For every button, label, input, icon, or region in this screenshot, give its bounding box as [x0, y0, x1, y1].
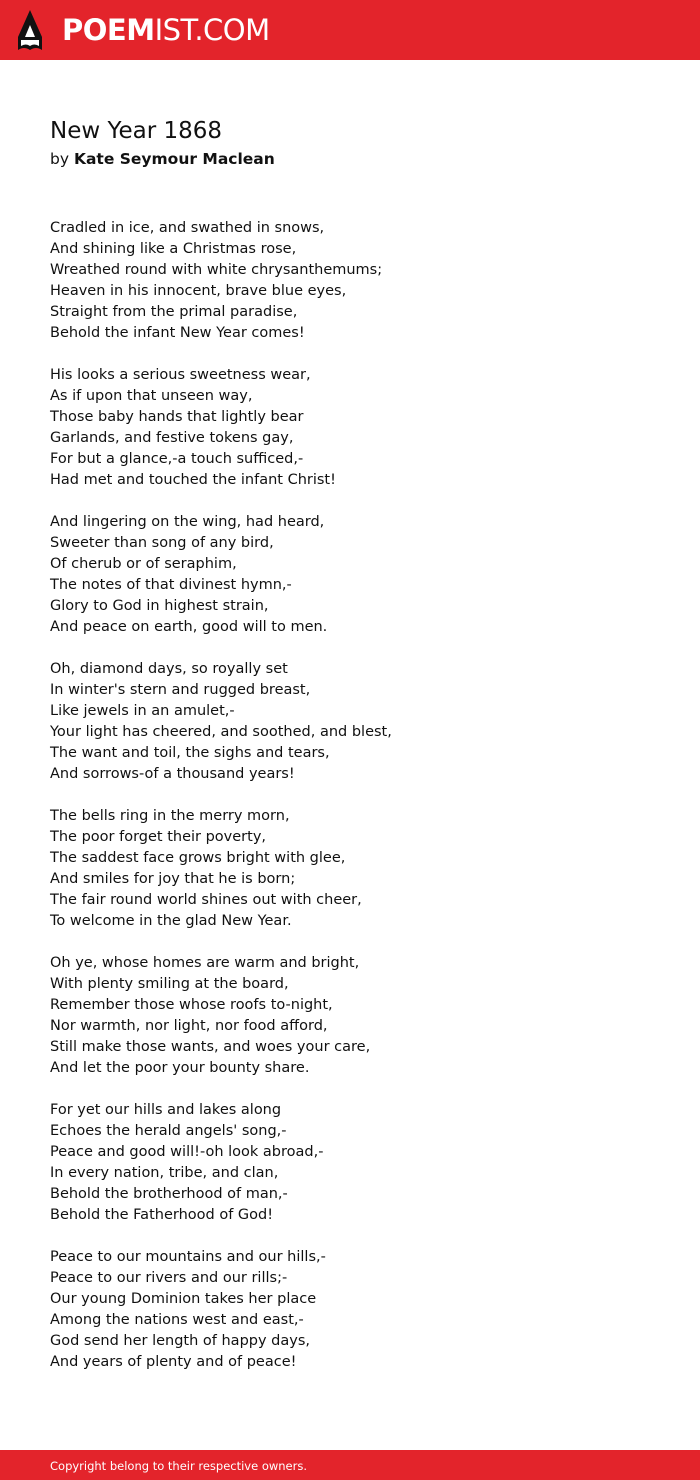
poem-line: And peace on earth, good will to men.: [50, 619, 328, 635]
stanza: [50, 953, 670, 1079]
poem-line: For yet our hills and lakes along: [50, 1102, 282, 1118]
site-logo[interactable]: [62, 12, 270, 48]
poem-line: And shining like a Christmas rose,: [50, 241, 297, 257]
poem-line: Those baby hands that lightly bear: [50, 409, 304, 425]
poem-line: His looks a serious sweetness wear,: [50, 367, 311, 383]
poem-line: Straight from the primal paradise,: [50, 304, 298, 320]
poem-line: The poor forget their poverty,: [50, 829, 267, 845]
by-label: by: [50, 150, 70, 168]
poem-line: In winter's stern and rugged breast,: [50, 682, 311, 698]
poem-line: And smiles for joy that he is born;: [50, 871, 296, 887]
poem-line: To welcome in the glad New Year.: [50, 913, 292, 929]
poem-line: Our young Dominion takes her place: [50, 1291, 317, 1307]
poem-line: The fair round world shines out with cheer,: [50, 892, 362, 908]
poem-line: Had met and touched the infant Christ!: [50, 472, 336, 488]
poem-line: The saddest face grows bright with glee,: [50, 850, 346, 866]
stanza: [50, 365, 670, 491]
stanza: [50, 1247, 670, 1373]
poem-line: For but a glance,-a touch sufficed,-: [50, 451, 304, 467]
poem-line: Echoes the herald angels' song,-: [50, 1123, 287, 1139]
poem-line: Your light has cheered, and soothed, and blest,: [50, 724, 392, 740]
poem-line: And years of plenty and of peace!: [50, 1354, 297, 1370]
poem-line: Wreathed round with white chrysanthemums;: [50, 262, 383, 278]
poem-line: Peace to our mountains and our hills,-: [50, 1249, 326, 1265]
poem-line: Behold the infant New Year comes!: [50, 325, 305, 341]
poem-line: Still make those wants, and woes your care,: [50, 1039, 371, 1055]
poem-line: Oh, diamond days, so royally set: [50, 661, 288, 677]
poem-line: Peace and good will!-oh look abroad,-: [50, 1144, 324, 1160]
logo-bold-text: POEM: [62, 13, 155, 47]
poem-line: The bells ring in the merry morn,: [50, 808, 290, 824]
copyright-text: Copyright belong to their respective owners.: [50, 1459, 308, 1473]
poem-line: Nor warmth, nor light, nor food afford,: [50, 1018, 328, 1034]
poem-author: Kate Seymour Maclean: [73, 150, 275, 168]
poem-line: Behold the brotherhood of man,-: [50, 1186, 288, 1202]
poem-line: Garlands, and festive tokens gay,: [50, 430, 294, 446]
stanza: [50, 1100, 670, 1226]
logo-light-text: IST.COM: [154, 13, 270, 47]
poem-line: Like jewels in an amulet,-: [50, 703, 235, 719]
pencil-icon: [18, 10, 42, 52]
stanza: [50, 806, 670, 932]
poem-title: New Year 1868: [50, 118, 223, 144]
poem-line: Behold the Fatherhood of God!: [50, 1207, 274, 1223]
poem-body: [50, 218, 670, 1394]
poem-line: Peace to our rivers and our rills;-: [50, 1270, 288, 1286]
poem-line: Among the nations west and east,-: [50, 1312, 304, 1328]
poem-line: And sorrows-of a thousand years!: [50, 766, 295, 782]
stanza: [50, 659, 670, 785]
poem-line: The want and toil, the sighs and tears,: [50, 745, 330, 761]
poem-line: Oh ye, whose homes are warm and bright,: [50, 955, 360, 971]
poem-line: Cradled in ice, and swathed in snows,: [50, 220, 325, 236]
poem-line: With plenty smiling at the board,: [50, 976, 289, 992]
stanza: [50, 218, 670, 344]
site-footer: [0, 1450, 700, 1480]
poem-byline: [50, 148, 275, 170]
poem-line: In every nation, tribe, and clan,: [50, 1165, 279, 1181]
poem-line: And lingering on the wing, had heard,: [50, 514, 325, 530]
poem-line: God send her length of happy days,: [50, 1333, 311, 1349]
poem-line: And let the poor your bounty share.: [50, 1060, 310, 1076]
poem-line: Sweeter than song of any bird,: [50, 535, 274, 551]
stanza: [50, 512, 670, 638]
poem-line: Heaven in his innocent, brave blue eyes,: [50, 283, 347, 299]
poem-line: As if upon that unseen way,: [50, 388, 253, 404]
poem-line: Of cherub or of seraphim,: [50, 556, 237, 572]
site-header: [0, 0, 700, 60]
poem-line: Remember those whose roofs to-night,: [50, 997, 333, 1013]
poem-line: Glory to God in highest strain,: [50, 598, 269, 614]
poem-line: The notes of that divinest hymn,-: [50, 577, 292, 593]
